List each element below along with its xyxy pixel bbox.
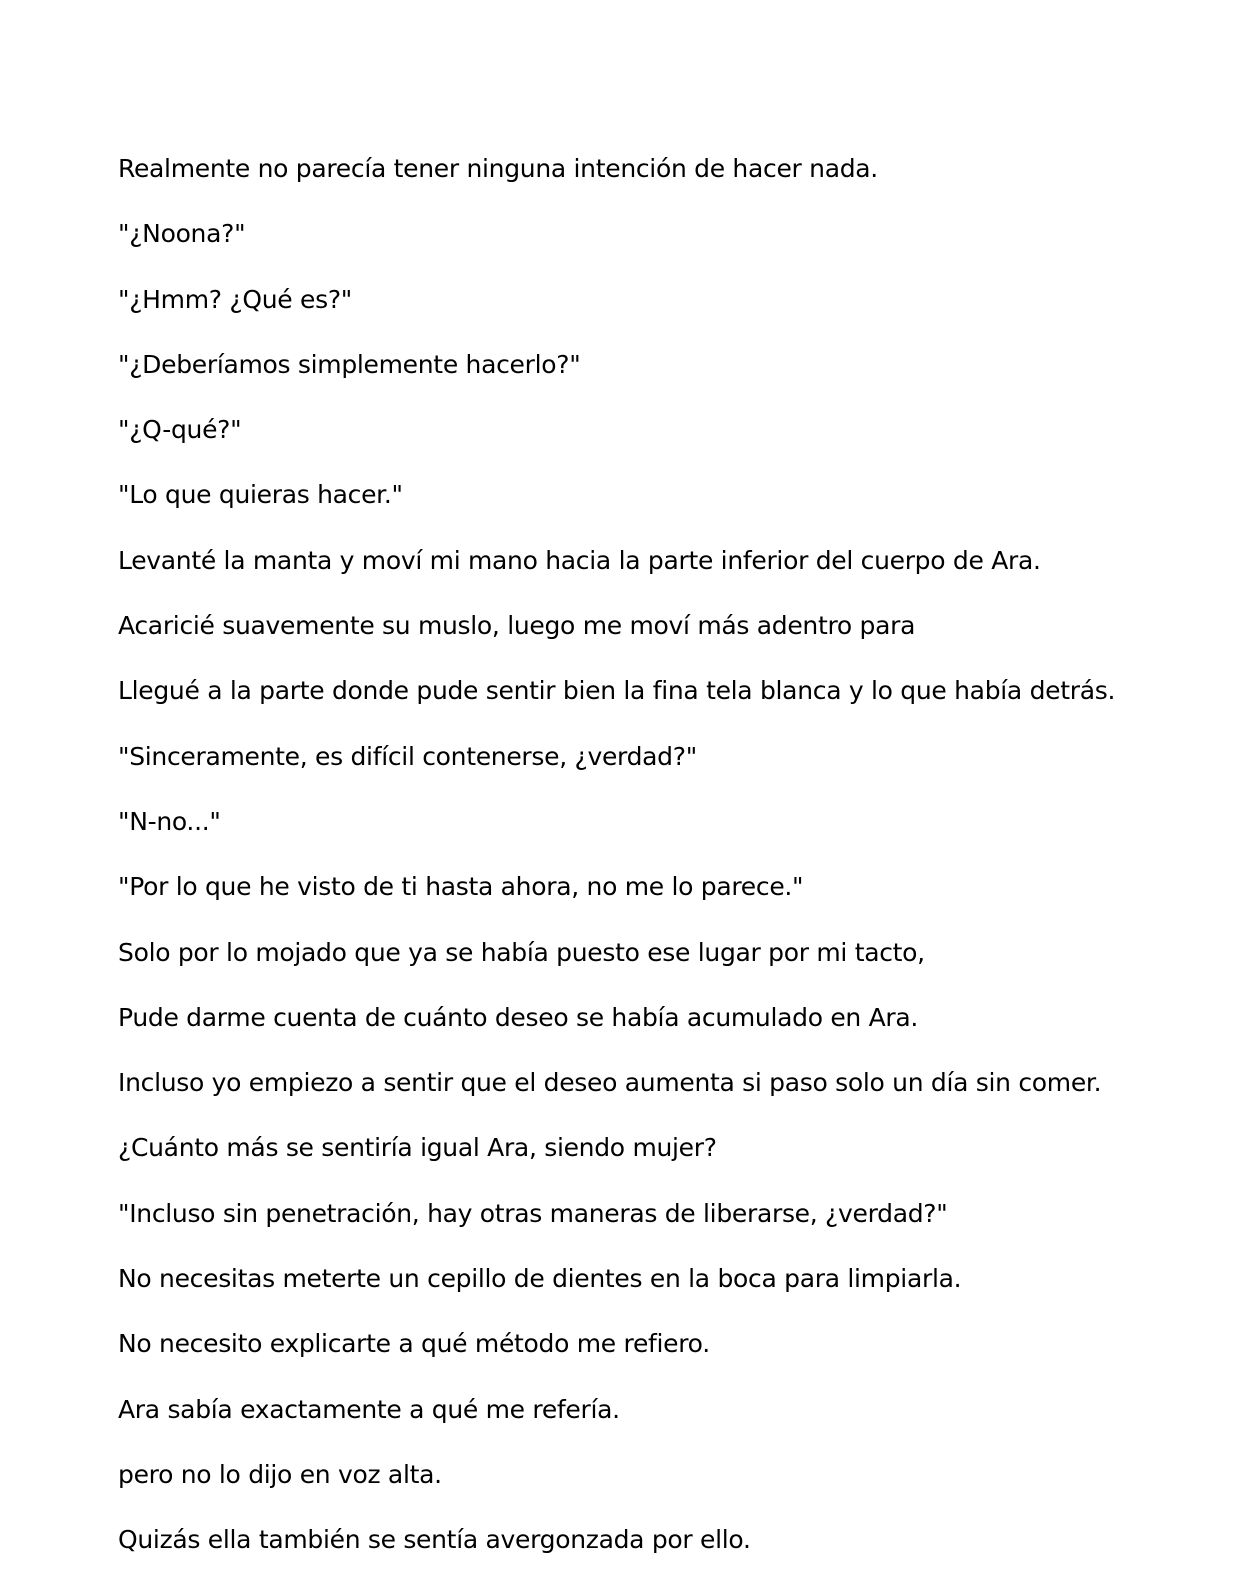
text-line: Solo por lo mojado que ya se había puesto ese lugar por mi tacto,: [118, 937, 925, 967]
text-line: "¿Noona?": [118, 219, 246, 249]
text-line: "¿Deberíamos simplemente hacerlo?": [118, 349, 581, 379]
text-line: No necesitas meterte un cepillo de dientes en la boca para limpiarla.: [118, 1264, 962, 1294]
text-line: "Incluso sin penetración, hay otras maneras de liberarse, ¿verdad?": [118, 1198, 948, 1228]
text-line: Incluso yo empiezo a sentir que el deseo aumenta si paso solo un día sin comer.: [118, 1068, 1102, 1098]
text-line: pero no lo dijo en voz alta.: [118, 1459, 442, 1489]
text-line: "Por lo que he visto de ti hasta ahora, no me lo parece.": [118, 872, 804, 902]
text-line: Ara sabía exactamente a qué me refería.: [118, 1394, 620, 1424]
document-body: [118, 147, 1218, 1584]
text-line: "¿Q-qué?": [118, 415, 242, 445]
text-line: Quizás ella también se sentía avergonzada por ello.: [118, 1525, 751, 1555]
text-line: No necesito explicarte a qué método me refiero.: [118, 1329, 710, 1359]
text-line: Pude darme cuenta de cuánto deseo se había acumulado en Ara.: [118, 1002, 919, 1032]
text-line: "N-no...": [118, 806, 221, 836]
text-line: Levanté la manta y moví mi mano hacia la parte inferior del cuerpo de Ara.: [118, 545, 1041, 575]
text-line: Realmente no parecía tener ninguna intención de hacer nada.: [118, 154, 878, 183]
text-line: ¿Cuánto más se sentiría igual Ara, siendo mujer?: [118, 1133, 717, 1163]
text-line: "¿Hmm? ¿Qué es?": [118, 284, 352, 314]
text-line: Acaricié suavemente su muslo, luego me moví más adentro para: [118, 611, 916, 641]
text-line: "Sinceramente, es difícil contenerse, ¿verdad?": [118, 741, 697, 771]
text-line: Llegué a la parte donde pude sentir bien la fina tela blanca y lo que había detrás.: [118, 676, 1116, 706]
text-line: "Lo que quieras hacer.": [118, 480, 403, 510]
